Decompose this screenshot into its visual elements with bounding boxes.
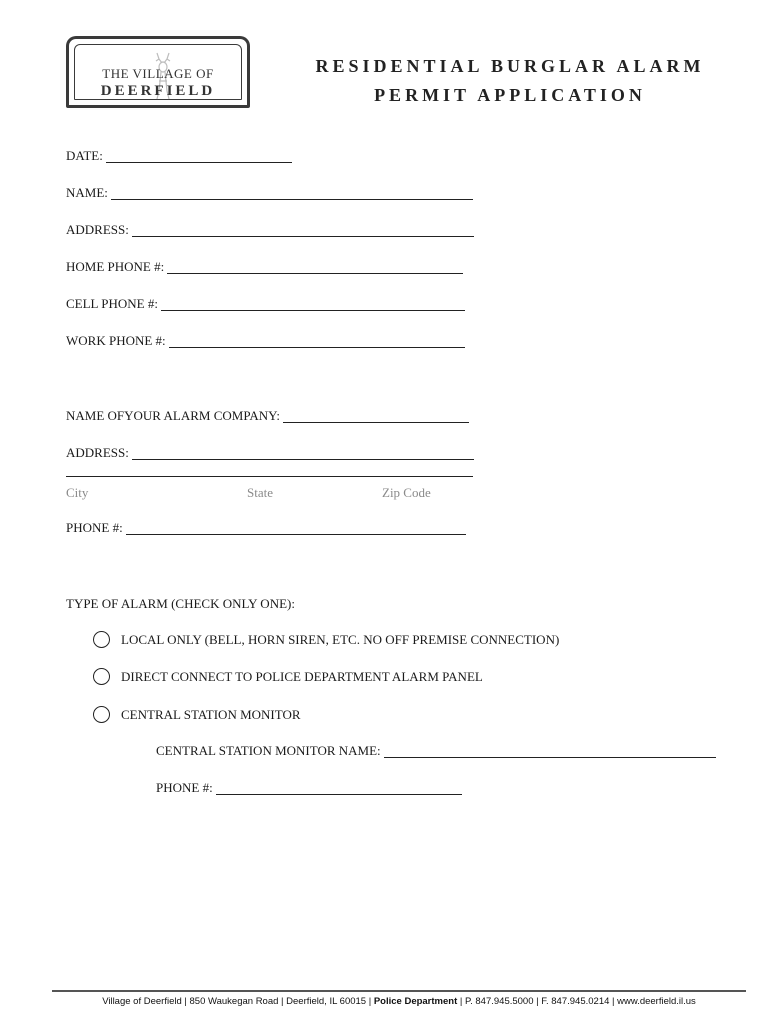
alarm-company-phone-label: PHONE #: bbox=[66, 520, 123, 535]
alarm-option-direct-label: DIRECT CONNECT TO POLICE DEPARTMENT ALARM PANEL bbox=[121, 668, 483, 684]
footer-address: Village of Deerfield | 850 Waukegan Road | Deerfield, IL 60015 | bbox=[102, 996, 374, 1007]
name-input-line[interactable] bbox=[111, 187, 473, 200]
alarm-option-central-label: CENTRAL STATION MONITOR bbox=[121, 706, 301, 722]
alarm-company-address-input-line[interactable] bbox=[132, 447, 474, 460]
date-label: DATE: bbox=[66, 148, 103, 163]
alarm-company-phone-input-line[interactable] bbox=[126, 522, 466, 535]
alarm-company-address-label: ADDRESS: bbox=[66, 445, 129, 460]
central-station-name-field bbox=[156, 743, 716, 758]
home-phone-field bbox=[66, 259, 463, 274]
alarm-option-direct[interactable] bbox=[93, 668, 483, 685]
alarm-company-name-label: NAME OFYOUR ALARM COMPANY: bbox=[66, 408, 280, 423]
home-phone-label: HOME PHONE #: bbox=[66, 259, 165, 274]
city-label: City bbox=[66, 485, 89, 500]
address-input-line[interactable] bbox=[132, 224, 474, 237]
work-phone-input-line[interactable] bbox=[169, 335, 465, 348]
alarm-type-heading: TYPE OF ALARM (CHECK ONLY ONE): bbox=[66, 596, 295, 611]
state-label: State bbox=[247, 485, 273, 500]
address-label: ADDRESS: bbox=[66, 222, 129, 237]
logo-text-name: DEERFIELD bbox=[100, 83, 216, 99]
form-title-line1: RESIDENTIAL BURGLAR ALARM bbox=[315, 56, 705, 76]
name-label: NAME: bbox=[66, 185, 108, 200]
central-station-phone-label: PHONE #: bbox=[156, 780, 213, 795]
alarm-company-name-field bbox=[66, 408, 469, 423]
name-field bbox=[66, 185, 473, 200]
work-phone-field bbox=[66, 333, 465, 348]
zip-label: Zip Code bbox=[382, 485, 431, 500]
form-title-line2: PERMIT APPLICATION bbox=[374, 85, 646, 105]
footer-department: Police Department bbox=[373, 996, 458, 1007]
work-phone-label: WORK PHONE #: bbox=[66, 333, 166, 348]
cell-phone-label: CELL PHONE #: bbox=[66, 296, 158, 311]
logo-frame bbox=[74, 44, 242, 100]
alarm-company-address-line2[interactable] bbox=[66, 476, 473, 477]
cell-phone-field bbox=[66, 296, 465, 311]
central-station-phone-input-line[interactable] bbox=[216, 782, 462, 795]
date-field bbox=[66, 148, 292, 163]
date-input-line[interactable] bbox=[106, 150, 292, 163]
footer-contact: | P. 847.945.5000 | F. 847.945.0214 | www.deerfield.il.us bbox=[457, 996, 696, 1007]
logo-text-top: THE VILLAGE OF bbox=[102, 66, 214, 81]
alarm-option-local-label: LOCAL ONLY (BELL, HORN SIREN, ETC. NO OFF PREMISE CONNECTION) bbox=[121, 631, 560, 647]
alarm-company-phone-field bbox=[66, 520, 466, 535]
alarm-company-name-input-line[interactable] bbox=[283, 410, 469, 423]
alarm-option-local[interactable] bbox=[93, 631, 559, 648]
address-field bbox=[66, 222, 474, 237]
radio-direct-connect[interactable] bbox=[93, 668, 110, 685]
home-phone-input-line[interactable] bbox=[167, 261, 463, 274]
alarm-option-central[interactable] bbox=[93, 706, 301, 723]
village-logo bbox=[66, 36, 250, 108]
radio-central-station[interactable] bbox=[93, 706, 110, 723]
footer-divider bbox=[52, 990, 746, 992]
cell-phone-input-line[interactable] bbox=[161, 298, 465, 311]
alarm-company-address-field bbox=[66, 445, 474, 460]
central-station-name-input-line[interactable] bbox=[384, 745, 716, 758]
central-station-name-label: CENTRAL STATION MONITOR NAME: bbox=[156, 743, 381, 758]
footer bbox=[52, 996, 746, 1007]
central-station-phone-field bbox=[156, 780, 462, 795]
radio-local-only[interactable] bbox=[93, 631, 110, 648]
